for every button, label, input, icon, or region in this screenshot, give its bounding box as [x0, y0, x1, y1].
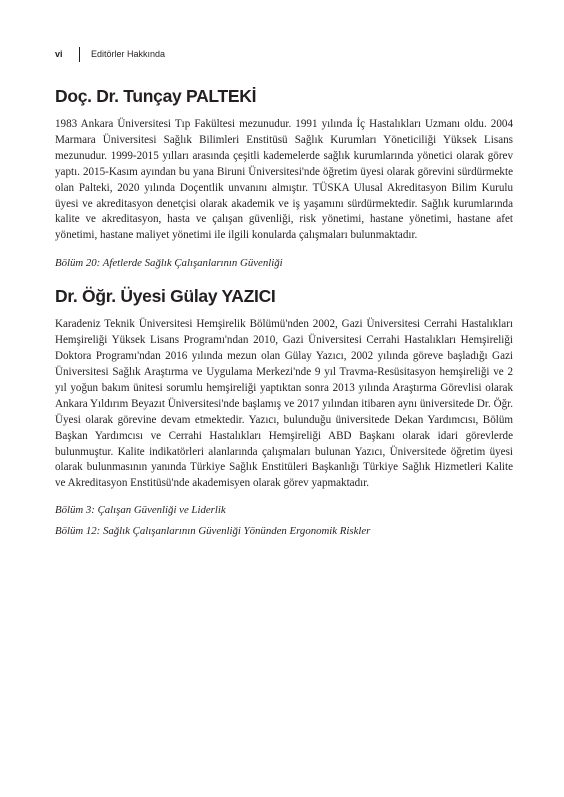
- editor-name: Dr. Öğr. Üyesi Gülay YAZICI: [55, 286, 276, 307]
- page-number: vi: [55, 49, 63, 59]
- editor-entry: [55, 284, 513, 539]
- editor-bio: Karadeniz Teknik Üniversitesi Hemşirelik Bölümü'nden 2002, Gazi Üniversitesi Cerrahi Hastalıkları Hemşireliği Yüksek Lisans Programı'ndan 2010, Gazi Üniversitesi Cerrahi Hastalıkları Hemşireliği Doktora Programı'ndan 2016 yılında mezun olan Gülay Yazıcı, 2002 yılında göreve başladığı Gazi Üniversitesi Sağlık Araştırma ve Uygulama Merkezi'nde 9 yıl Travma-Resüsitasyon hemşireliği ve 2 yıl yoğun bakım ünitesi sorumlu hemşireliği yaptıktan sonra 2013 yılında Araştırma Görevlisi olarak Ankara Yıldırım Beyazıt Üniversitesi'nde başlamış ve 2017 yılından itibaren aynı üniversitede Dr. Öğr. Üyesi olarak görevine devam etmektedir. Yazıcı, bulunduğu üniversitede Dekan Yardımcısı, Bölüm Başkan Yardımcısı ve Cerrahi Hastalıkları Hemşireliği ABD Başkanı olarak idari görevlerde bulunmuştur. Kalite indikatörleri alanlarında çalışmaları bulunan Yazıcı, Üniversitede öğretim üyesi olarak bulunmasının yanında Türkiye Sağlık Enstitüleri Başkanlığı Türkiye Sağlık Hizmetleri Kalite ve Akreditasyon Enstitüsü'nde akademisyen olarak görev yapmaktadır.: [55, 318, 513, 490]
- editor-bio: 1983 Ankara Üniversitesi Tıp Fakültesi mezunudur. 1991 yılında İç Hastalıkları Uzmanı oldu. 2004 Marmara Üniversitesi Sağlık Bilimleri Enstitüsü Sağlık Kurumları Yöneticiliği Yüksek Lisans mezunudur. 1999-2015 yılları arasında çeşitli kademelerde sağlık kurumlarında yönetici olarak görev yaptı. 2015-Kasım ayından bu yana Biruni Üniversitesi'nde öğretim üyesi olarak görevini sürdürmekte olan Palteki, 2020 yılında Doçentlik unvanını almıştır. TÜSKA Ulusal Akreditasyon Bilim Kurulu üyesi ve akreditasyon denetçisi olarak akademik ve iş yaşamını sürdürmektedir. Sağlık kurumlarında kalite ve akreditasyon, hasta ve çalışan güvenliği, risk yönetimi, hastane yönetimi, hastane afet yönetimi, hastane maliyet yönetimi ile ilgili konularda çalışmaları bulunmaktadır.: [55, 118, 513, 242]
- editors-section: [55, 84, 513, 539]
- running-title: Editörler Hakkında: [91, 49, 166, 59]
- editor-name: Doç. Dr. Tunçay PALTEKİ: [55, 86, 257, 106]
- editor-entry: [55, 84, 513, 271]
- editor-chapter-ref: Bölüm 20: Afetlerde Sağlık Çalışanlarının Güvenliği: [55, 257, 283, 270]
- editor-chapter-ref: Bölüm 12: Sağlık Çalışanlarının Güvenliği Yönünden Ergonomik Riskler: [55, 525, 371, 538]
- header-divider: [79, 47, 80, 62]
- editor-chapter-ref: Bölüm 3: Çalışan Güvenliği ve Liderlik: [55, 504, 226, 517]
- running-head: [55, 46, 165, 62]
